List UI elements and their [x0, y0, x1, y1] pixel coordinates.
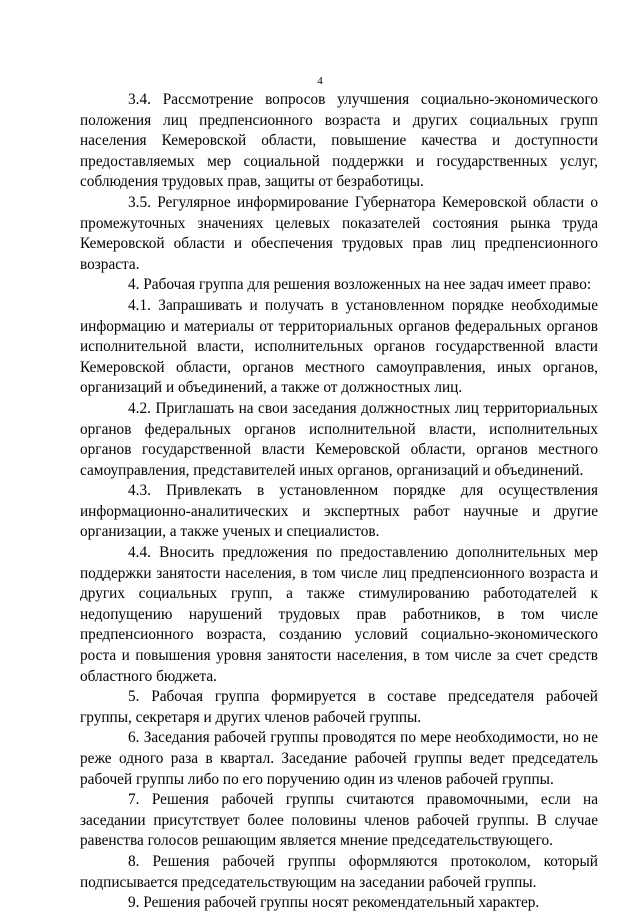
paragraph-4-2: 4.2. Приглашать на свои заседания должностных лиц территориальных органов федеральных органов исполнительной власти, исполнительных органов государственной власти Кемеровской области, органов местного самоуправления, представителей иных органов, организаций и объединений.	[80, 399, 598, 479]
paragraph-4-4: 4.4. Вносить предложения по предоставлению дополнительных мер поддержки занятости населения, в том числе лиц предпенсионного возраста и других социальных групп, а также стимулированию работодателей к недопущению нарушений трудовых прав работников, в том числе предпенсионного возраста, созданию условий социально-экономического роста и повышения уровня занятости населения, в том числе за счет средств областного бюджета.	[80, 544, 598, 685]
paragraph-4-1: 4.1. Запрашивать и получать в установленном порядке необходимые информацию и материалы от территориальных органов федеральных органов исполнительной власти, исполнительных органов государственной власти Кемеровской области, органов местного самоуправления, иных органов, организаций и объединений, а также от должностных лиц.	[80, 296, 598, 397]
paragraph-6: 6. Заседания рабочей группы проводятся по мере необходимости, но не реже одного раза в квартал. Заседание рабочей группы ведет председатель рабочей группы либо по его поручению один из членов рабочей группы.	[80, 729, 598, 788]
paragraph-8: 8. Решения рабочей группы оформляются протоколом, который подписывается председательствующим на заседании рабочей группы.	[80, 852, 598, 891]
paragraph-5: 5. Рабочая группа формируется в составе председателя рабочей группы, секретаря и других членов рабочей группы.	[80, 688, 598, 726]
page-number: 4	[317, 75, 323, 87]
paragraph-9: 9. Решения рабочей группы носят рекомендательный характер.	[128, 894, 540, 912]
paragraph-7: 7. Решения рабочей группы считаются правомочными, если на заседании присутствует более половины членов рабочей группы. В случае равенства голосов решающим является мнение председательствующего.	[80, 791, 598, 850]
paragraph-3-4: 3.4. Рассмотрение вопросов улучшения социально-экономического положения лиц предпенсионного возраста и других социальных групп населения Кемеровской области, повышение качества и доступности предоставляемых мер социальной поддержки и государственных услуг, соблюдения трудовых прав, защиты от безработицы.	[80, 91, 598, 191]
paragraph-4-3: 4.3. Привлекать в установленном порядке для осуществления информационно-аналитических и экспертных работ научные и другие организации, а также ученых и специалистов.	[80, 482, 598, 541]
document-body	[80, 90, 598, 914]
paragraph-3-5: 3.5. Регулярное информирование Губернатора Кемеровской области о промежуточных значениях целевых показателей состояния рынка труда Кемеровской области и обеспечения трудовых прав лиц предпенсионного возраста.	[80, 193, 598, 273]
paragraph-4: 4. Рабочая группа для решения возложенных на нее задач имеет право:	[128, 276, 592, 294]
